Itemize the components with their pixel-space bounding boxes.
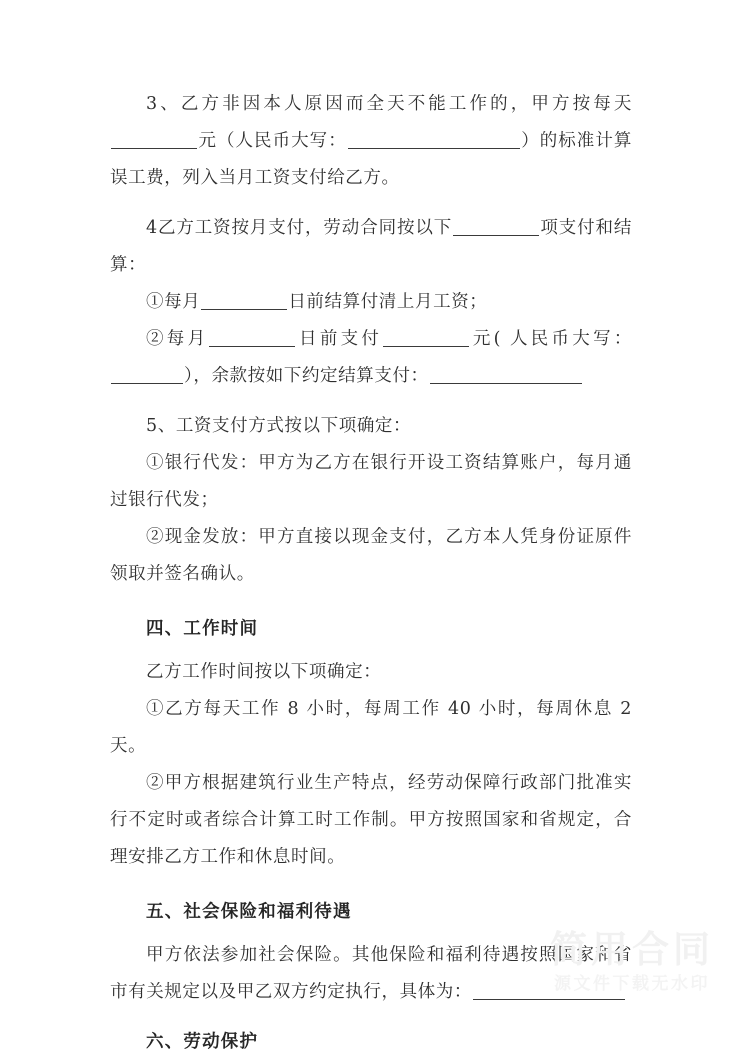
clause-4-item-2-day-blank[interactable]	[209, 346, 295, 347]
clause-5-intro: 5、工资支付方式按以下项确定：	[146, 416, 412, 436]
section-4-intro: 乙方工作时间按以下项确定：	[146, 662, 382, 682]
clause-3-amount-words-blank[interactable]	[348, 148, 520, 149]
section-6-heading: 六、劳动保护	[146, 1032, 259, 1049]
spacer	[110, 1011, 632, 1024]
clause-3-text-part-4: 当月工资支付给乙方。	[218, 168, 400, 188]
clause-5-item-1: ①银行代发：甲方为乙方在银行开设工资结算账户，每月通过银行代发；	[110, 453, 632, 510]
section-5-body	[110, 937, 632, 1011]
clause-4-item-2-part-3: 元( 人民币大写：	[470, 329, 632, 349]
clause-3-text-part-1: 3、乙方非因本人原因而全天不能工作的，甲方按每天	[146, 94, 632, 114]
clause-4-item-2-part-2: 日前支付	[296, 329, 383, 349]
section-5-body-text: 甲方依法参加社会保险。其他保险和福利待遇按照国家和省市有关规定以及甲乙双方约定执行，具体为：	[110, 945, 632, 1002]
clause-3-daily-rate-blank[interactable]	[111, 148, 197, 149]
clause-4-item-2-part-1: ②每月	[146, 329, 209, 349]
section-4-heading: 四、工作时间	[146, 619, 259, 639]
clause-3-text-part-2: 元（人民币大写：	[198, 131, 347, 151]
spacer	[110, 395, 632, 408]
clause-4-item-1	[110, 284, 632, 321]
clause-4-item-1-part-1: ①每月	[146, 292, 201, 312]
clause-4-item-2-amount-blank[interactable]	[383, 346, 469, 347]
clause-4-item-2	[110, 321, 632, 395]
section-4-item-2: ②甲方根据建筑行业生产特点，经劳动保障行政部门批准实行不定时或者综合计算工时工作制。甲方按照国家和省规定，合理安排乙方工作和休息时间。	[110, 773, 632, 867]
clause-3-paragraph	[110, 86, 632, 197]
clause-4-intro-part-1: 4乙方工资按月支付，劳动合同按以下	[146, 218, 453, 238]
clause-4-option-blank[interactable]	[453, 235, 539, 236]
document-body	[110, 86, 632, 1049]
clause-4-intro-part-2: 项支付和结算：	[110, 218, 632, 275]
section-5-heading: 五、社会保险和福利待遇	[146, 902, 352, 922]
clause-4-intro	[110, 210, 632, 284]
clause-4-item-2-part-4: ），	[184, 366, 212, 386]
clause-4-item-2-tail: 余款按如下约定结算支付：	[211, 366, 429, 386]
spacer	[110, 876, 632, 894]
clause-5-item-2: ②现金发放：甲方直接以现金支付，乙方本人凭身份证原件领取并签名确认。	[110, 527, 632, 584]
section-5-detail-blank[interactable]	[473, 999, 625, 1000]
watermark-title: 简用合同	[550, 927, 714, 971]
clause-4-item-2-amount-words-blank[interactable]	[111, 383, 183, 384]
clause-3-text-part-3: ）的标准计算误工费，列入	[110, 131, 632, 188]
spacer	[110, 197, 632, 210]
section-4-item-1: ①乙方每天工作 8 小时，每周工作 40 小时，每周休息 2 天。	[110, 699, 632, 756]
spacer	[110, 593, 632, 611]
clause-4-balance-blank[interactable]	[430, 383, 582, 384]
clause-4-item-1-day-blank[interactable]	[201, 309, 287, 310]
watermark-subtitle: 源文件下载无水印	[554, 974, 710, 995]
clause-4-item-1-part-2: 日前结算付清上月工资；	[288, 292, 488, 312]
